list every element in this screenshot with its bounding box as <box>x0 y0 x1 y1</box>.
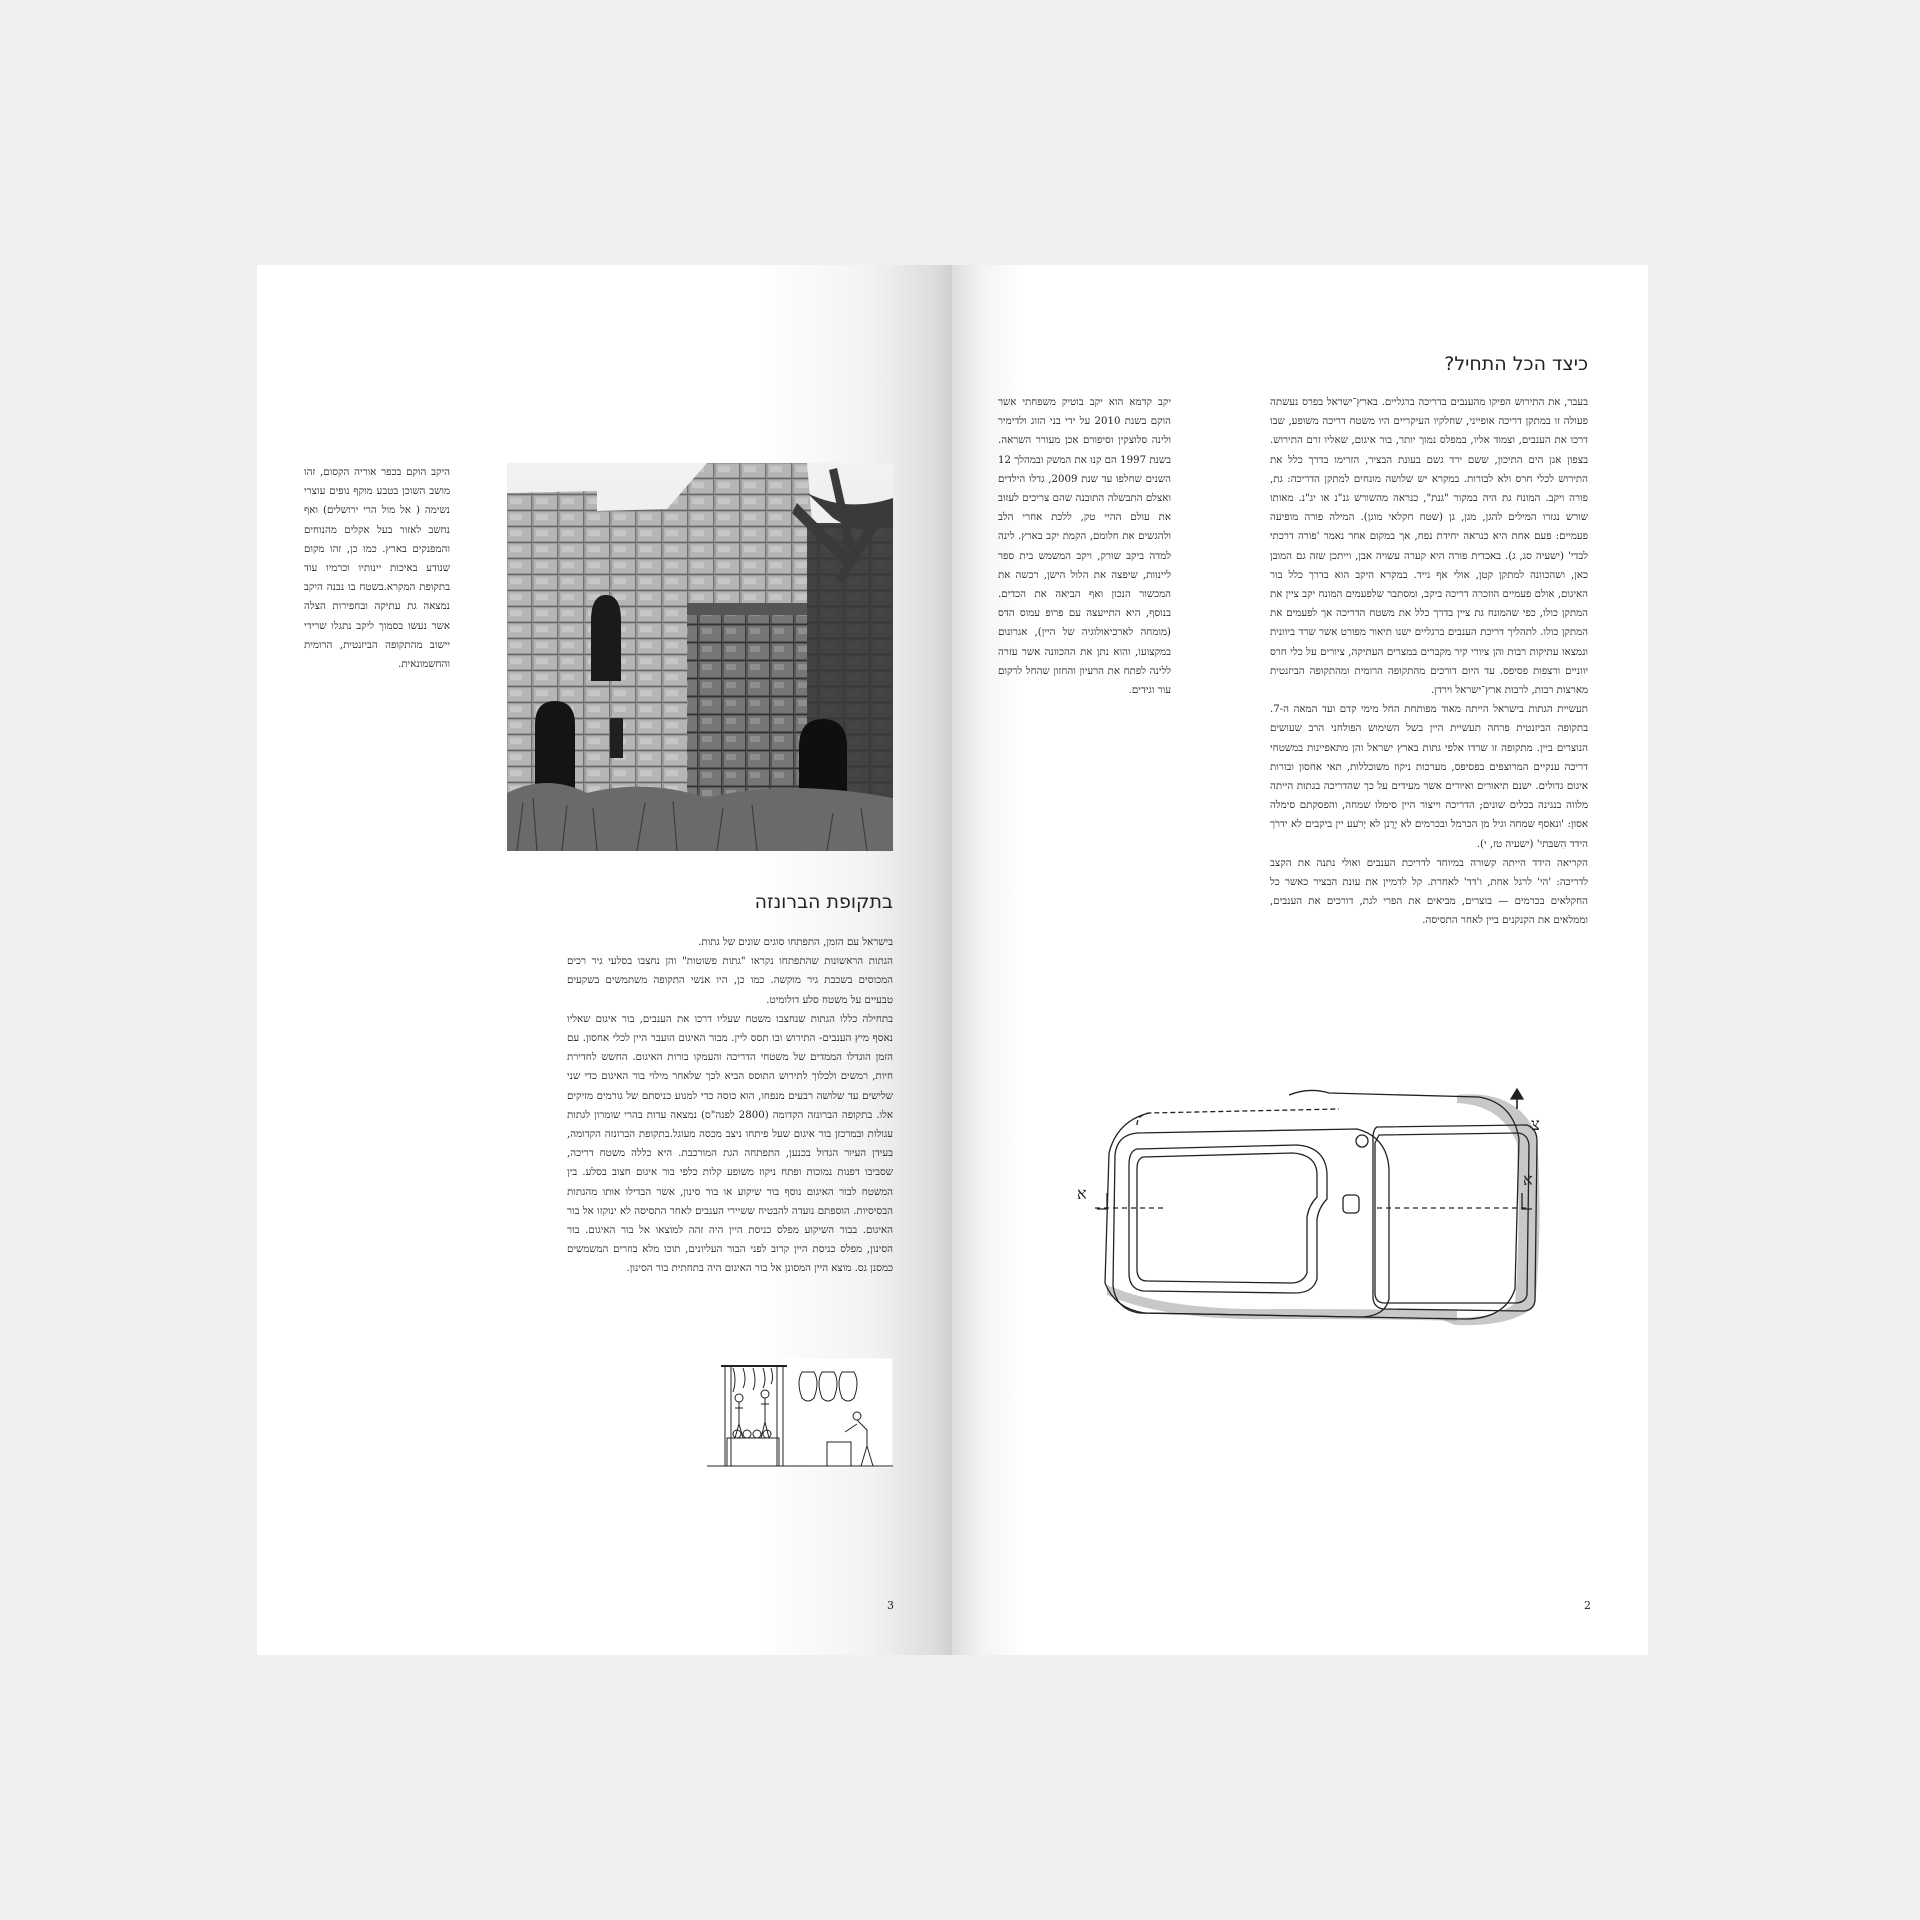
history-body-text: בעבר, את התירוש הפיקו מהענבים בדריכה ברגליים. בארץ־ישראל בפרס נעשתה פעולה זו במתקן דריכה אופייני, שחלקיו העיקריים היו משטח דריכה משופע, שבו דרכו את הענבים, וצמוד אליו, במפלס נמוך יותר, בור איגום, שאליו זרם התירוש. בצפון אגן הים התיכון, ששם ירד גשם בעונת הבציר, הזרימו בדרך כלל את התירוש לכלי חרס ולא לבורות. במקרא יש שלושה מונחים למתקן הדריכה: גת, פורה ויקב. המונח גת היה במקור "גנת", כנראה מהשורש גנ"נ או יג"נ. מאותו שורש נגזרו המילים להגן, מגן, גן (שטח חקלאי מוגן). המילה פורה מופיעה פעמיים: פעם אחת היא כנראה יחידת נפח, אך במקום אחר נאמר 'פורה דרכתי לבדי' (ישעיה סג, ג). באכדית פורה היא קערה עשויה אבן, וייתכן שזה גם המובן כאן, ושהכוונה למתקן קטן, אולי אף נייד. במקרא היקב הוא בדרך כלל בור האיגום, אולם פעמיים הוזכרה דריכה ביקב, ומסתבר שלפעמים המונח יקב ציין את המתקן כולו, כפי שהמונח גת ציין בדרך כלל את משטח הדריכה אך לפעמים את המתקן כולו. לתהליך דריכת הענבים ברגליים ישנו תיאור מפורט אשר שרד ביוונית ונמצאו עתיקות רבות והן ציורי קיר מקברים במצרים העתיקה, ציורים על כלי חרס יווניים ורצפות פסיפס. עד היום דורכים מהתקופה הרומית ומהתקופה הביזנטית מארצות רבות, לרבות ארץ־ישראל וירדן. תעשיית הגתות בישראל הייתה מאוד מפותחת החל מימי קדם ועד המאה ה-7. בתקופה הביזנטית פרחה תעשיית היין בשל השימוש הפולחני הרב שעושים הנוצרים ביין. מתקופה זו שרדו אלפי גתות בארץ ישראל והן מתאפיינות במשטחי דריכה ענקיים המרוצפים בפסיפס, מערכות ניקוז משוכללות, תאי אחסון ובורות איגום גדולים. ישנם תיאורים ואיורים אשר מעידים על כך שהדריכה בגתות הייתה מלווה בנגינה בכלים שונים; הדריכה וייצור היין סימלו שמחה, והפסקתם סימלה אסון: 'ונאסף שמחה וגיל מן הכרמל ובכרמים לא יְרֻנן לא יְרֹעע יין ביקבים לא ידרֹך הידד הִשבּתי' (ישעיה טז, י). הקריאה הידד הייתה קשורה במיוחד לדריכת הענבים ואולי נתנה את הקצב לדריכה: 'הי' לרגל אחת, ו'דד' לאחרת. קל לדמיין את עונת הבציר כאשר כל החקלאים בכרמים — בוצרים, מביאים את הפרי לגת, דורכים את הענבים, וממלאים את הקנקנים ביין לאחר התסיסה. <box>1270 397 1588 927</box>
left-page <box>257 265 952 1655</box>
page-number: 2 <box>1584 1599 1591 1612</box>
winepress-plan-drawing <box>1077 1085 1547 1335</box>
section-heading: בתקופת הברונזה <box>754 891 893 913</box>
section-heading: כיצד הכל התחיל? <box>1444 353 1588 375</box>
stone-building-photo <box>507 463 893 851</box>
photo-caption: היקב הוקם בכפר אוריה הקסום, זהו מושב השוכן בטבע מוקף נופים עוצרי נשימה ( אל מול הרי ירושלים) ואף נחשב לאזור בעל אקלים מהנוחים והמפנקים בארץ. כמו כן, זהו מקום שנודע באיכות יינותיו וכרמיו עוד בתקופת המקרא.בשטח בו נבנה היקב נמצאה גת עתיקה ובחפירות הצלה אשר נעשו בסמוך ליקב נתגלו שרידי יישוב מהתקופה הביזנטית, הרומית והחשמונאית. <box>304 467 450 671</box>
north-label: צ <box>1531 1115 1540 1135</box>
section-right-label: א <box>1523 1170 1533 1189</box>
winery-side-column: יקב קדמא הוא יקב בוטיק משפחתי אשר הוקם בשנת 2010 על ידי בני הזוג ולדימיר ולינה סלוצקין וסיפורם אכן מעורר השראה. בשנת 1997 הם קנו את המשק ובמהלך 12 השנים שחלפו עד שנת 2009, גדלו הילדים ואצלם התבשלה התובנה שהם צריכים לעזוב את עולם ההיי טק, ללכת אחרי הלב ולהגשים את חלומם, הקמת יקב בארץ. לינה למדה ביקב שורק, ויקב המשמש בית ספר ליינוות, שיפצה את הלול הישן, רכשה את המכשור הנכון ואף הביאה את הכדים. בנוסף, היא התייעצה עם פרופ עמוס הדס (מומחה לארכיאולוגיה של היין), אגרונום במקצועו, והוא נתן את ההכוונה אשר עזרה ללינה לפתח את הרעיון והחזון שהחל לרקום עור וגידים. <box>998 397 1172 697</box>
bronze-age-body-text: בישראל עם הזמן, התפתחו סוגים שונים של גתות. הגתות הראשונות שהתפתחו נקראו "גתות פשוטות" והן נחצבו בסלעי גיר רכים המכוסים בשכבת גיר מוקשה. כמו כן, היו אנשי התקופה משתמשים בשקעים טבעיים על משטח סלע דולומיט. בתחילה כללו הגתות שנחצבו משטח שעליו דרכו את הענבים, בור איגום שאליו נאסף מיץ הענבים- התירוש ובו תסס ליין. מבור האיגום הועבר היין לכלי אחסון. עם הזמן הוגדלו הממדים של משטחי הדריכה והעמקו בורות האיגום. החשש לחדירת חיות, רמשים ולכלוך לתירוש התוסס הביא לכך שלאחר מילוי בור האיגום כדי שני שלישים עד שלושה רבעים מנפחו, הוא כוסה כדי למנוע כניסתם של גורמים מזיקים אלו. בתקופה הברונזה הקדומה (2800 לפנה"ס) נמצאה עדות בהרי שומרון לגתות עגולות ובמרכזן בור איגום שעל פיתחו ניצב מכסה מעוגל.בתקופת הברונזה הקדומה, בעידן העיור הגדול בכנען, התפתחה הגת המורכבת. היא כללה משטח דריכה, שסביבו דפנות נמוכות ופתח ניקוז משופע קלות כלפי בור איגום חצוב בסלע. בין המשטח לבור האיגום נוסף בור שיקוע או בור סינון, אשר הבדילו אותו מהגתות הבסיסיות. הוספתם נועדה להבטיח ששיירי הענבים לאחר התסיסה לא ינוקזו אל בור האיגום. בבור השיקוע מפלס כניסת היין היה זהה למוצאו אל בור האיגום. בור הסינון, מפלס כניסת היין קרוב לפני הבור העליונים, תוכו מלא בוזרים המשמשים כמסנן גס. מוצא היין המסונן אל בור האיגום היה בתחתית בור הסינון. <box>567 937 894 1275</box>
section-left-label: א <box>1077 1184 1087 1203</box>
winepress-drawing <box>707 1358 893 1468</box>
right-page <box>952 265 1648 1655</box>
page-number: 3 <box>887 1599 894 1612</box>
